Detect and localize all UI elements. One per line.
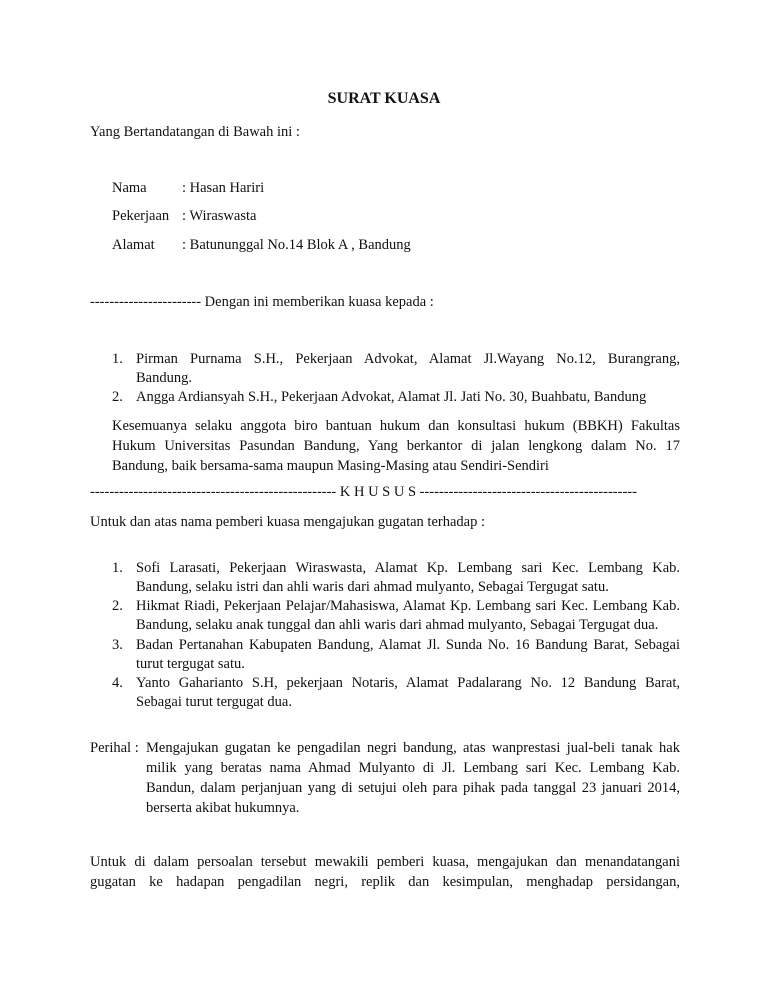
identity-value: : Batununggal No.14 Blok A , Bandung	[182, 237, 411, 253]
list-item-line: Sofi Larasati, Pekerjaan Wiraswasta, Alamat Kp. Lembang sari Kec. Lembang Kab.	[136, 560, 680, 576]
perihal-label: Perihal :	[90, 740, 139, 756]
list-number: 3.	[112, 637, 123, 653]
khusus-separator: --------------------------------------------------- K H U S U S ---------------------------------------------	[90, 484, 637, 500]
list-item-line: Hikmat Riadi, Pekerjaan Pelajar/Mahasiswa, Alamat Kp. Lembang sari Kec. Lembang Kab.	[136, 598, 680, 614]
identity-row-name	[112, 180, 264, 197]
list-number: 4.	[112, 675, 123, 691]
identity-value: : Hasan Hariri	[182, 180, 265, 196]
grant-line: ----------------------- Dengan ini memberikan kuasa kepada :	[90, 294, 434, 310]
purpose-text: Untuk dan atas nama pemberi kuasa mengajukan gugatan terhadap :	[90, 514, 485, 530]
intro-text: Yang Bertandatangan di Bawah ini :	[90, 124, 300, 140]
identity-label: Pekerjaan	[112, 208, 170, 224]
list-number: 1.	[112, 351, 123, 367]
list-number: 1.	[112, 560, 123, 576]
perihal-line: Bandun, dalam perjanjuan yang di setujui oleh para pihak pada tanggal 23 januari 2014,	[146, 780, 680, 796]
perihal-line: Mengajukan gugatan ke pengadilan negri bandung, atas wanprestasi jual-beli tanak hak	[146, 740, 680, 756]
list-item-line: Bandung, selaku anak tunggal dan ahli waris dari ahmad mulyanto, Sebagai Tergugat dua.	[136, 617, 659, 633]
list-item-line: Badan Pertanahan Kabupaten Bandung, Alamat Jl. Sunda No. 16 Bandung Barat, Sebagai	[136, 637, 680, 653]
identity-label: Alamat	[112, 237, 155, 253]
list-item-line: Sebagai turut tergugat dua.	[136, 694, 292, 710]
identity-row-job	[112, 208, 256, 225]
paragraph-line: Untuk di dalam persoalan tersebut mewakili pemberi kuasa, mengajukan dan menandatangani	[90, 854, 680, 870]
identity-value: : Wiraswasta	[182, 208, 257, 224]
list-item-line: Pirman Purnama S.H., Pekerjaan Advokat, Alamat Jl.Wayang No.12, Burangrang,	[136, 351, 680, 367]
paragraph-line: Kesemuanya selaku anggota biro bantuan hukum dan konsultasi hukum (BBKH) Fakultas	[112, 418, 680, 434]
paragraph-line: Bandung, baik bersama-sama maupun Masing-Masing atau Sendiri-Sendiri	[112, 458, 549, 474]
paragraph-line: Hukum Universitas Pasundan Bandung, Yang berkantor di jalan lengkong dalam No. 17	[112, 438, 680, 454]
document-title: SURAT KUASA	[327, 90, 441, 107]
perihal-line: milik yang beratas nama Ahmad Mulyanto di Jl. Lembang sari Kec. Lembang Kab.	[146, 760, 680, 776]
list-number: 2.	[112, 598, 123, 614]
paragraph-line: gugatan ke hadapan pengadilan negri, replik dan kesimpulan, menghadap persidangan,	[90, 874, 680, 890]
list-item-line: Bandung.	[136, 370, 192, 386]
list-item-line: Yanto Gaharianto S.H, pekerjaan Notaris, Alamat Padalarang No. 12 Bandung Barat,	[136, 675, 680, 691]
list-item-line: turut tergugat satu.	[136, 656, 245, 672]
list-number: 2.	[112, 389, 123, 405]
identity-label: Nama	[112, 180, 147, 196]
identity-row-address	[112, 237, 411, 254]
perihal-line: berserta akibat hukumnya.	[146, 800, 300, 816]
list-item-line: Bandung, selaku istri dan ahli waris dari ahmad mulyanto, Sebagai Tergugat satu.	[136, 579, 609, 595]
list-item-line: Angga Ardiansyah S.H., Pekerjaan Advokat, Alamat Jl. Jati No. 30, Buahbatu, Bandung	[136, 389, 647, 405]
